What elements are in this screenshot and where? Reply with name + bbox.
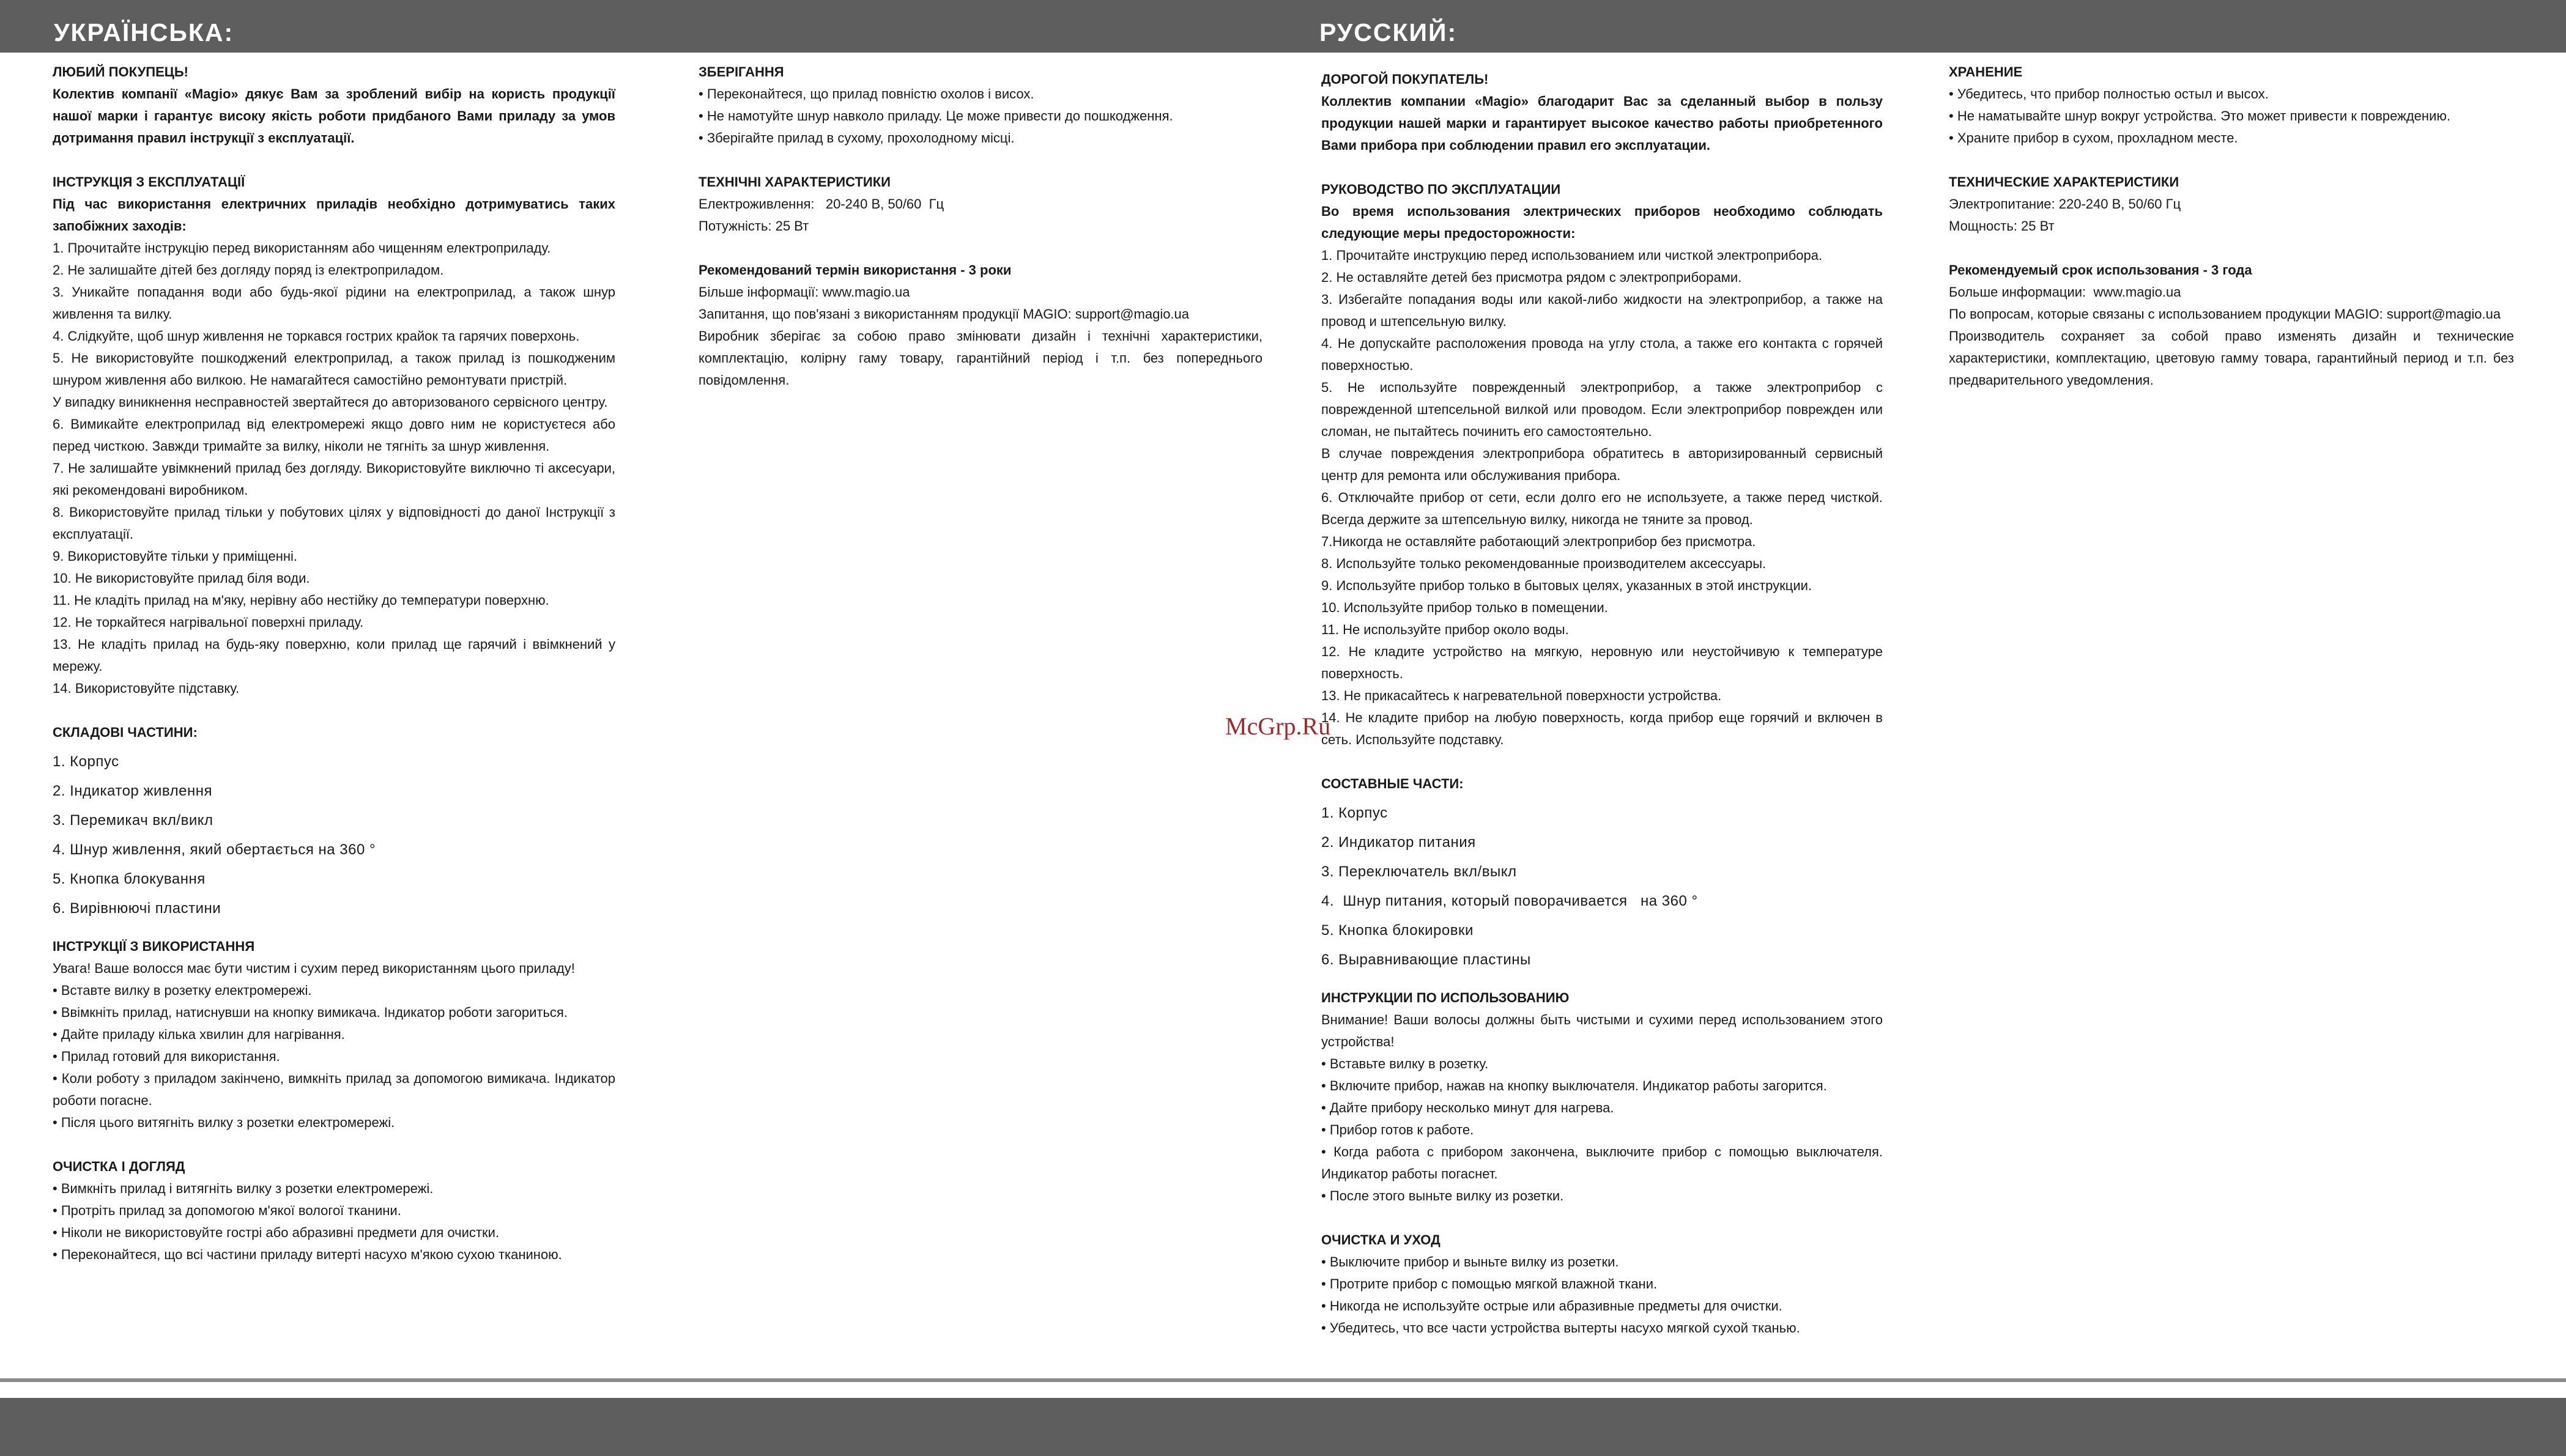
list-item: 5. Кнопка блокування (53, 871, 206, 887)
uk-storage-title: ЗБЕРІГАННЯ (699, 64, 784, 79)
lang-heading-ru: РУССКИЙ: (1319, 18, 1458, 46)
ru-column-main (1321, 68, 1883, 1339)
list-item: 9. Використовуйте тільки у приміщенні. (53, 549, 298, 564)
list-item: 4. Не допускайте расположения провода на углу стола, а также его контакта с горячей поверхностью. (1321, 336, 1883, 373)
list-item: 4. Шнур живлення, який обертається на 360 ° (53, 841, 376, 858)
list-item: 8. Використовуйте прилад тільки у побутових цілях у відповідності до даної Інструкції з експлуатації. (53, 504, 615, 542)
list-item: • Дайте прибору несколько минут для нагрева. (1321, 1100, 1614, 1115)
list-item: • Убедитесь, что все части устройства вытерты насухо мягкой сухой тканью. (1321, 1320, 1800, 1336)
list-item: 7.Никогда не оставляйте работающий электроприбор без присмотра. (1321, 534, 1756, 549)
list-item: • Вставьте вилку в розетку. (1321, 1056, 1489, 1071)
list-item: У випадку виникнення несправностей звертайтеся до авторизованого сервісного центру. (53, 394, 608, 410)
list-item: 2. Індикатор живлення (53, 783, 212, 799)
list-item: 3. Избегайте попадания воды или какой-либо жидкости на электроприбор, а также на провод и штепсельную вилку. (1321, 292, 1883, 329)
ru-greeting: ДОРОГОЙ ПОКУПАТЕЛЬ! (1321, 72, 1489, 87)
list-item: 13. Не прикасайтесь к нагревательной поверхности устройства. (1321, 688, 1722, 703)
uk-manual-lead: Під час використання електричних приладів необхідно дотримуватись таких запобіжних заходів: (53, 196, 615, 234)
list-item: 3. Уникайте попадання води або будь-якої рідини на електроприлад, а також шнур живлення та вилку. (53, 284, 615, 322)
uk-column-main (53, 61, 615, 1266)
ru-clean-title: ОЧИСТКА И УХОД (1321, 1232, 1441, 1247)
list-item: 6. Вирівнюючі пластини (53, 900, 221, 917)
ru-specs-title: ТЕХНИЧЕСКИЕ ХАРАКТЕРИСТИКИ (1949, 174, 2179, 190)
list-item: 8. Используйте только рекомендованные производителем аксессуары. (1321, 556, 1767, 571)
list-item: 12. Не кладите устройство на мягкую, неровную или неустойчивую к температуре поверхность. (1321, 644, 1883, 681)
list-item: 5. Не використовуйте пошкоджений електроприлад, а також прилад із пошкодженим шнуром живлення або вилкою. Не намагайтеся самостійно ремонтувати пристрій. (53, 350, 615, 388)
list-item: • Протрите прибор с помощью мягкой влажной ткани. (1321, 1276, 1658, 1292)
list-item: Мощность: 25 Вт (1949, 218, 2055, 234)
list-item: 1. Прочитайте инструкцию перед использованием или чисткой электроприбора. (1321, 248, 1823, 263)
list-item: 1. Корпус (1321, 805, 1388, 821)
list-item: 10. Не використовуйте прилад біля води. (53, 571, 310, 586)
ru-column-side (1949, 61, 2514, 391)
uk-greeting: ЛЮБИЙ ПОКУПЕЦЬ! (53, 64, 188, 79)
ru-usage-title: ИНСТРУКЦИИ ПО ИСПОЛЬЗОВАНИЮ (1321, 990, 1570, 1005)
list-item: • Храните прибор в сухом, прохладном месте. (1949, 130, 2238, 146)
list-item: Увага! Ваше волосся має бути чистим і сухим перед використанням цього приладу! (53, 961, 575, 976)
ru-clean-list (1321, 1251, 1883, 1339)
ru-storage-list (1949, 83, 2514, 149)
list-item: 4. Слідкуйте, щоб шнур живлення не торкався гострих крайок та гарячих поверхонь. (53, 328, 580, 344)
footer-bar (0, 1398, 2566, 1456)
list-item: • Переконайтеся, що всі частини приладу витерті насухо м'якою сухою тканиною. (53, 1247, 562, 1262)
list-item: Производитель сохраняет за собой право изменять дизайн и технические характеристики, комплектацию, цветовую гамму товара, гарантийный период и т.п. без предварительного уведомления. (1949, 328, 2514, 388)
list-item: • Не наматывайте шнур вокруг устройства. Это может привести к повреждению. (1949, 108, 2450, 124)
list-item: 4. Шнур питания, который поворачивается на 360 ° (1321, 893, 1698, 909)
list-item: 2. Не оставляйте детей без присмотра рядом с электроприборами. (1321, 270, 1742, 285)
uk-term-list (699, 281, 1263, 391)
list-item: • Зберігайте прилад в сухому, прохолодному місці. (699, 130, 1015, 146)
header-bar (0, 0, 2566, 53)
list-item: • Протріть прилад за допомогою м'якої вологої тканини. (53, 1203, 401, 1218)
uk-specs-title: ТЕХНІЧНІ ХАРАКТЕРИСТИКИ (699, 174, 891, 190)
list-item: 9. Используйте прибор только в бытовых целях, указанных в этой инструкции. (1321, 578, 1812, 593)
list-item: Електроживлення: 20-240 В, 50/60 Гц (699, 196, 944, 212)
list-item: • Когда работа с прибором закончена, выключите прибор с помощью выключателя. Индикатор работы погаснет. (1321, 1144, 1883, 1181)
list-item: • После этого выньте вилку из розетки. (1321, 1188, 1564, 1203)
footer-divider (0, 1378, 2566, 1382)
list-item: 14. Не кладите прибор на любую поверхность, когда прибор еще горячий и включен в сеть. Используйте подставку. (1321, 710, 1883, 747)
uk-usage-list (53, 958, 615, 1134)
uk-parts-title: СКЛАДОВІ ЧАСТИНИ: (53, 725, 198, 740)
list-item: 3. Перемикач вкл/викл (53, 812, 213, 829)
list-item: • Выключите прибор и выньте вилку из розетки. (1321, 1254, 1619, 1269)
list-item: • Не намотуйте шнур навколо приладу. Це може привести до пошкодження. (699, 108, 1173, 124)
list-item: 13. Не кладіть прилад на будь-яку поверхню, коли прилад ще гарячий і ввімкнений у мережу. (53, 637, 615, 674)
list-item: • Переконайтеся, що прилад повністю охолов і висох. (699, 86, 1034, 102)
list-item: 1. Корпус (53, 753, 119, 770)
list-item: • Ніколи не використовуйте гострі або абразивні предмети для очистки. (53, 1225, 499, 1240)
list-item: • Прилад готовий для використання. (53, 1049, 280, 1064)
ru-usage-list (1321, 1009, 1883, 1207)
list-item: 1. Прочитайте інструкцію перед використанням або чищенням електроприладу. (53, 240, 551, 256)
uk-column-side (699, 61, 1263, 391)
list-item: • Коли роботу з приладом закінчено, вимкніть прилад за допомогою вимикача. Індикатор роботи погасне. (53, 1071, 615, 1108)
lang-heading-uk: УКРАЇНСЬКА: (54, 18, 234, 46)
list-item: 6. Отключайте прибор от сети, если долго его не используете, а также перед чисткой. Всегда держите за штепсельную вилку, никогда не тяните за провод. (1321, 490, 1883, 527)
list-item: • Включите прибор, нажав на кнопку выключателя. Индикатор работы загорится. (1321, 1078, 1827, 1093)
uk-parts-list (53, 747, 615, 923)
list-item: 14. Використовуйте підставку. (53, 681, 240, 696)
list-item: 6. Выравнивающие пластины (1321, 952, 1531, 968)
list-item: • Після цього витягніть вилку з розетки електромережі. (53, 1115, 395, 1130)
uk-intro: Колектив компанії «Magio» дякує Вам за зроблений вибір на користь продукції нашої марки і гарантує високу якість роботи придбаного Вами приладу за умов дотримання правил інструкції з експлуатації. (53, 86, 615, 146)
list-item: 12. Не торкайтеся нагрівальної поверхні приладу. (53, 615, 364, 630)
list-item: Электропитание: 220-240 В, 50/60 Гц (1949, 196, 2181, 212)
ru-term-title: Рекомендуемый срок использования - 3 года (1949, 262, 2252, 278)
list-item: Більше інформації: www.magio.ua (699, 284, 910, 300)
list-item: 5. Кнопка блокировки (1321, 922, 1474, 939)
ru-specs-list (1949, 193, 2514, 237)
ru-manual-lead: Во время использования электрических приборов необходимо соблюдать следующие меры предосторожности: (1321, 204, 1883, 241)
list-item: Виробник зберігає за собою право змінювати дизайн і технічні характеристики, комплектацію, колірну гаму товару, гарантійний період і т.п. без попереднього повідомлення. (699, 328, 1263, 388)
list-item: 5. Не используйте поврежденный электроприбор, а также электроприбор с поврежденной штепсельной вилкой или проводом. Если электроприбор поврежден или сломан, не пытайтесь починить его самостоятельно. (1321, 380, 1883, 439)
list-item: • Вимкніть прилад і витягніть вилку з розетки електромережі. (53, 1181, 434, 1196)
ru-storage-title: ХРАНЕНИЕ (1949, 64, 2023, 79)
ru-manual-list (1321, 245, 1883, 751)
uk-manual-title: ІНСТРУКЦІЯ З ЕКСПЛУАТАЦІЇ (53, 174, 245, 190)
list-item: Больше информации: www.magio.ua (1949, 284, 2181, 300)
list-item: Запитання, що пов'язані з використанням продукції MAGIO: support@magio.ua (699, 306, 1190, 322)
ru-parts-title: СОСТАВНЫЕ ЧАСТИ: (1321, 776, 1464, 791)
list-item: • Дайте приладу кілька хвилин для нагрівання. (53, 1027, 345, 1042)
list-item: • Никогда не используйте острые или абразивные предметы для очистки. (1321, 1298, 1782, 1314)
list-item: 7. Не залишайте увімкнений прилад без догляду. Використовуйте виключно ті аксесуари, які рекомендовані виробником. (53, 460, 615, 498)
list-item: 10. Используйте прибор только в помещении. (1321, 600, 1608, 615)
uk-specs-list (699, 193, 1263, 237)
ru-parts-list (1321, 799, 1883, 975)
list-item: • Убедитесь, что прибор полностью остыл и высох. (1949, 86, 2269, 102)
list-item: 11. Не кладіть прилад на м'яку, нерівну або нестійку до температури поверхню. (53, 593, 549, 608)
list-item: По вопросам, которые связаны с использованием продукции MAGIO: support@magio.ua (1949, 306, 2501, 322)
list-item: 11. Не используйте прибор около воды. (1321, 622, 1569, 637)
list-item: Потужність: 25 Вт (699, 218, 809, 234)
ru-manual-title: РУКОВОДСТВО ПО ЭКСПЛУАТАЦИИ (1321, 182, 1561, 197)
list-item: 3. Переключатель вкл/выкл (1321, 863, 1517, 880)
uk-clean-title: ОЧИСТКА І ДОГЛЯД (53, 1159, 185, 1174)
ru-intro: Коллектив компании «Magio» благодарит Вас за сделанный выбор в пользу продукции нашей марки и гарантирует высокое качество работы приобретенного Вами прибора при соблюдении правил его эксплуатации. (1321, 94, 1883, 153)
uk-storage-list (699, 83, 1263, 149)
uk-manual-list (53, 237, 615, 700)
ru-term-list (1949, 281, 2514, 391)
list-item: 6. Вимикайте електроприлад від електромережі якщо довго ним не користуєтеся або перед чисткою. Завжди тримайте за вилку, ніколи не тягніть за шнур живлення. (53, 416, 615, 454)
watermark: McGrp.Ru (1225, 712, 1331, 740)
list-item: 2. Индикатор питания (1321, 834, 1476, 851)
list-item: В случае повреждения электроприбора обратитесь в авторизированный сервисный центр для ремонта или обслуживания прибора. (1321, 446, 1883, 483)
list-item: • Вставте вилку в розетку електромережі. (53, 983, 312, 998)
uk-usage-title: ІНСТРУКЦІЇ З ВИКОРИСТАННЯ (53, 939, 255, 954)
list-item: • Прибор готов к работе. (1321, 1122, 1474, 1137)
list-item: • Ввімкніть прилад, натиснувши на кнопку вимикача. Індикатор роботи загориться. (53, 1005, 568, 1020)
uk-clean-list (53, 1178, 615, 1266)
list-item: Внимание! Ваши волосы должны быть чистыми и сухими перед использованием этого устройства! (1321, 1012, 1883, 1049)
uk-term-title: Рекомендований термін використання - 3 роки (699, 262, 1012, 278)
list-item: 2. Не залишайте дітей без догляду поряд із електроприладом. (53, 262, 444, 278)
